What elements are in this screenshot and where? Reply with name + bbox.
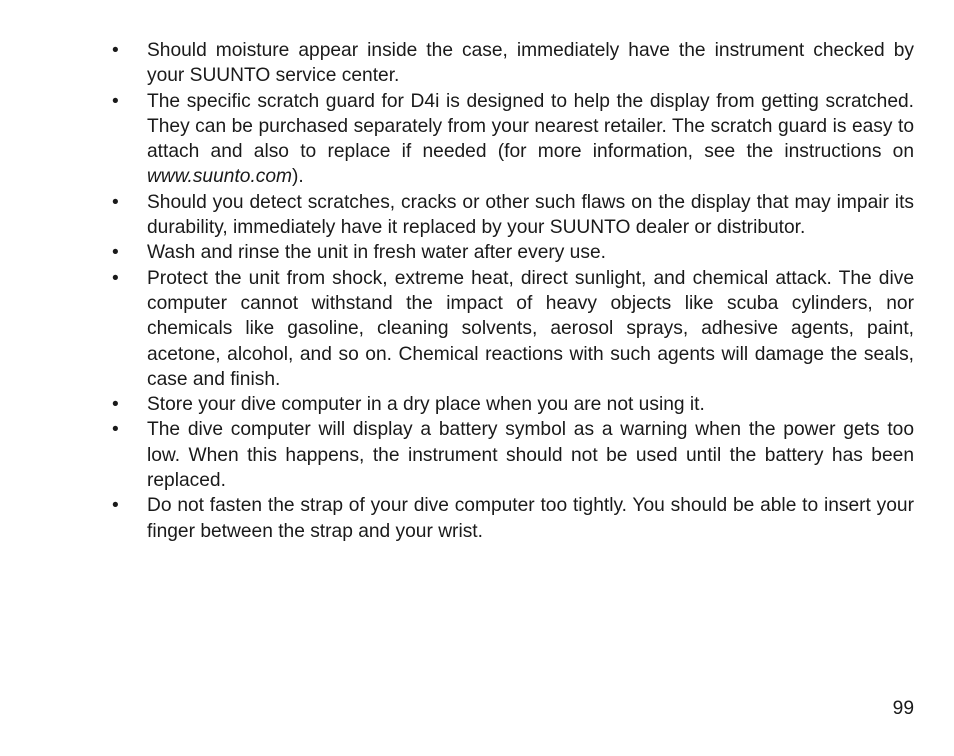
bullet-marker: •: [112, 90, 119, 112]
page-number: 99: [892, 698, 914, 719]
bullet-marker: •: [112, 394, 119, 416]
bullet-marker: •: [112, 419, 119, 441]
list-item: [112, 417, 914, 493]
list-item-text: Store your dive computer in a dry place when you are not using it.: [147, 394, 705, 416]
list-item-text-before-link: The specific scratch guard for D4i is designed to help the display from getting scratched. They can be purchased separately from your nearest retailer. The scratch guard is easy to attach and also to replace if needed (for more information, see the instructions on: [147, 90, 914, 163]
care-instructions-list: [112, 38, 914, 544]
bullet-marker: •: [112, 242, 119, 264]
list-item-text: [147, 91, 914, 188]
bullet-marker: •: [112, 191, 119, 213]
list-item-text: Should moisture appear inside the case, immediately have the instrument checked by your SUUNTO service center.: [147, 40, 914, 87]
suunto-website-link[interactable]: www.suunto.com: [147, 166, 293, 188]
bullet-marker: •: [112, 495, 119, 517]
bullet-marker: •: [112, 40, 119, 61]
list-item: [112, 89, 914, 190]
list-item: [112, 240, 914, 265]
list-item: [112, 392, 914, 417]
list-item: [112, 190, 914, 241]
list-item: [112, 38, 914, 89]
bullet-marker: •: [112, 267, 119, 289]
list-item: [112, 493, 914, 544]
list-item-text: Do not fasten the strap of your dive computer too tightly. You should be able to insert your finger between the strap and your wrist.: [147, 495, 914, 542]
list-item-text-after-link: ).: [292, 166, 304, 188]
list-item-text: Should you detect scratches, cracks or other such flaws on the display that may impair its durability, immediately have it replaced by your SUUNTO dealer or distributor.: [147, 191, 914, 239]
list-item-text: The dive computer will display a battery symbol as a warning when the power gets too low. When this happens, the instrument should not be used until the battery has been replaced.: [147, 419, 914, 492]
list-item-text: Protect the unit from shock, extreme heat, direct sunlight, and chemical attack. The dive computer cannot withstand the impact of heavy objects like scuba cylinders, nor chemicals like gasoline, cleaning solvents, aerosol sprays, adhesive agents, paint, acetone, alcohol, and so on. Chemical reactions with such agents will damage the seals, case and finish.: [147, 267, 914, 390]
list-item-text: Wash and rinse the unit in fresh water after every use.: [147, 242, 606, 264]
list-item: [112, 266, 914, 392]
